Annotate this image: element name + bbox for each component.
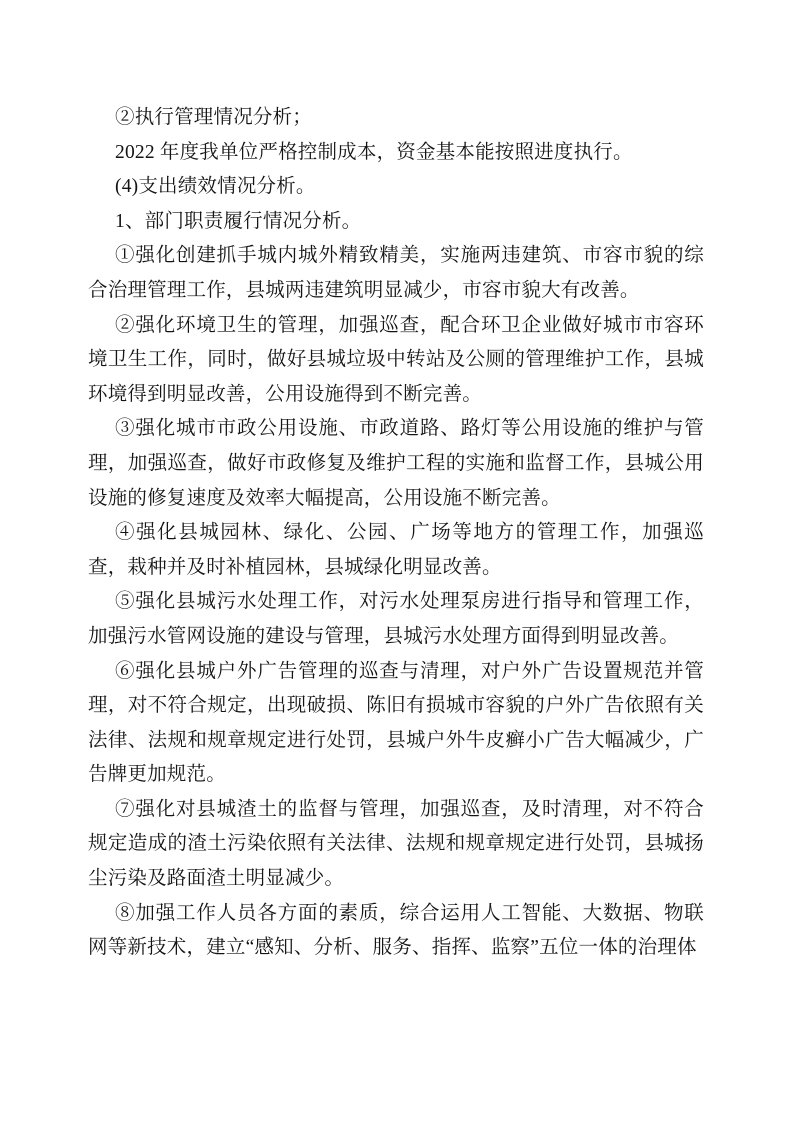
paragraph-item-2: ②强化环境卫生的管理，加强巡查，配合环卫企业做好城市市容环境卫生工作，同时，做好县城垃圾中转站及公厕的管理维护工作，县城环境得到明显改善，公用设施得到不断完善。 <box>88 314 704 405</box>
paragraph-item-3: ③强化城市市政公用设施、市政道路、路灯等公用设施的维护与管理，加强巡查，做好市政修复及维护工程的实施和监督工作，县城公用设施的修复速度及效率大幅提高，公用设施不断完善。 <box>88 418 704 509</box>
paragraph-expenditure-heading: (4)支出绩效情况分析。 <box>115 176 316 198</box>
paragraph-item-6: ⑥强化县城户外广告管理的巡查与清理，对户外广告设置规范并管理，对不符合规定，出现破损、陈旧有损城市容貌的户外广告依照有关法律、法规和规章规定进行处罚，县城户外牛皮癣小广告大幅减少，广告牌更加规范。 <box>88 660 704 786</box>
paragraph-item-7: ⑦强化对县城渣土的监督与管理，加强巡查，及时清理，对不符合规定造成的渣土污染依照有关法律、法规和规章规定进行处罚，县城扬尘污染及路面渣土明显减少。 <box>88 798 704 890</box>
paragraph-cost-control: 2022 年度我单位严格控制成本，资金基本能按照进度执行。 <box>115 141 633 163</box>
paragraph-item-1: ①强化创建抓手城内城外精致精美，实施两违建筑、市容市貌的综合治理管理工作，县城两违建筑明显减少，市容市貌大有改善。 <box>88 245 704 301</box>
paragraph-exec-mgmt-heading: ②执行管理情况分析； <box>115 107 313 128</box>
paragraph-item-5: ⑤强化县城污水处理工作，对污水处理泵房进行指导和管理工作，加强污水管网设施的建设与管理，县城污水处理方面得到明显改善。 <box>88 591 704 647</box>
paragraph-item-8: ⑧加强工作人员各方面的素质，综合运用人工智能、大数据、物联网等新技术，建立“感知、分析、服务、指挥、监察”五位一体的治理体 <box>88 902 704 959</box>
paragraph-item-4: ④强化县城园林、绿化、公园、广场等地方的管理工作，加强巡查，栽种并及时补植园林，县城绿化明显改善。 <box>88 522 704 578</box>
document-body <box>88 101 704 966</box>
paragraph-duty-heading: 1、部门职责履行情况分析。 <box>115 210 362 232</box>
